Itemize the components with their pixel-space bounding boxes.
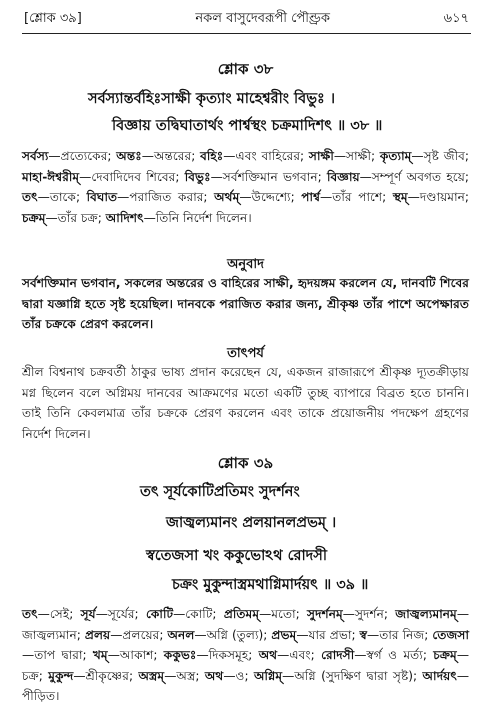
- verse-39-line-1: তৎ সূর্যকোটিপ্রতিমং সুদর্শনং: [140, 484, 300, 500]
- translation-title: অনুবাদ: [227, 257, 264, 272]
- synonym-word: অথ: [258, 648, 278, 663]
- synonym-word: সর্বস্য: [22, 149, 49, 163]
- synonym-meaning: —সাক্ষী;: [333, 149, 380, 163]
- synonym-word: সুদর্শনম্: [307, 607, 343, 621]
- synonym-meaning: —পীড়িত।: [22, 668, 470, 704]
- header-divider: [22, 33, 471, 34]
- header-chapter-title: নকল বাসুদেবরূপী পৌণ্ড্রক: [195, 10, 331, 26]
- synonym-word: অস্ত্রম্: [138, 668, 165, 683]
- synonym-meaning: —দেবাদিদেব শিবের;: [79, 169, 185, 184]
- synonym-word: আর্দয়ৎ: [422, 668, 457, 683]
- synonym-word: অথ: [204, 668, 224, 683]
- synonym-meaning: —জাজ্বল্যমান;: [22, 607, 469, 642]
- verse-39-line-2: জাজ্বল্যমানং প্রলয়ানলপ্রভম্ ।: [166, 515, 337, 531]
- synonym-meaning: —প্রলয়ের;: [110, 627, 168, 642]
- synonym-meaning: —এবং;: [277, 648, 322, 663]
- synonym-word: খম্: [92, 648, 108, 663]
- verse-39-line-4: চক্রং মুকুন্দাস্ত্রমথাগ্নিমার্দয়ৎ ॥ ৩৯ ॥: [172, 577, 369, 593]
- translation-text: সর্বশক্তিমান ভগবান, সকলের অন্তরের ও বাহিরের সাক্ষী, হৃদয়ঙ্গম করলেন যে, দানবটি শিবের দ্বারা যজ্ঞাগ্নি হতে সৃষ্ট হয়েছিল। দানবকে পরাজিত করার জন্য, শ্রীকৃষ্ণ তাঁর পাশে অপেক্ষারত তাঁর চক্রকে প্রেরণ করলেন।: [22, 276, 469, 332]
- synonym-meaning: —যার প্রভা;: [296, 627, 360, 642]
- synonym-word: চক্রম্: [433, 648, 457, 663]
- synonym-word: স্ব: [359, 627, 368, 642]
- page-header: [24, 8, 469, 30]
- synonym-meaning: —অগ্নি (তুল্য);: [194, 627, 272, 642]
- synonym-word: জাজ্বল্যমানম্: [395, 607, 457, 621]
- header-verse-ref: [শ্লোক ৩৯]: [24, 10, 82, 26]
- synonym-meaning: —সূর্যের;: [95, 607, 146, 621]
- synonym-word: তৎ: [22, 607, 38, 621]
- synonym-meaning: —তাঁর পাশে;: [320, 190, 393, 205]
- synonym-meaning: —সম্পূর্ণ অবগত হয়ে;: [359, 169, 469, 184]
- synonym-meaning: —এবং বাহিরের;: [223, 149, 309, 163]
- verse-39-title: শ্লোক ৩৯: [217, 454, 274, 472]
- synonym-meaning: —অগ্নি (সুদক্ষিণ দ্বারা সৃষ্ট);: [282, 668, 423, 683]
- synonym-meaning: —স্বর্গ ও মর্ত্য;: [354, 648, 434, 663]
- purport-text: শ্রীল বিশ্বনাথ চক্রবর্তী ঠাকুর ভাষ্য প্রদান করেছেন যে, একজন রাজারূপে শ্রীকৃষ্ণ দ্যূতক্রীড়ায় মগ্ন ছিলেন বলে অগ্নিময় দানবের আক্রমণের মতো একটি তুচ্ছ ব্যাপারে বিব্রত হতে চাননি। তাই তিনি কেবলমাত্র তাঁর চক্রকে প্রেরণ করলেন এবং তাকে প্রয়োজনীয় পদক্ষেপ গ্রহণের নির্দেশ দিলেন।: [22, 365, 469, 441]
- verse-38-line-2: বিজ্ঞায় তদ্বিঘাতার্থং পার্শ্বস্থং চক্রমাদিশৎ ॥ ৩৮ ॥: [112, 118, 383, 134]
- synonym-word: প্রলয়: [84, 627, 111, 642]
- synonym-word: অনল: [167, 627, 195, 642]
- synonym-meaning: —তিনি নির্দেশ দিলেন।: [143, 210, 252, 225]
- synonym-meaning: —চক্র;: [22, 648, 469, 683]
- synonym-word: সূর্য: [80, 607, 96, 621]
- synonym-word: তৎ: [22, 190, 38, 205]
- synonym-meaning: —দণ্ডায়মান;: [407, 190, 469, 205]
- verse-38-title: শ্লোক ৩৮: [217, 60, 274, 78]
- synonym-meaning: —মতো;: [259, 607, 308, 621]
- translation-paragraph: [22, 273, 469, 335]
- synonyms-paragraph: [22, 146, 469, 228]
- synonym-word: কোটি: [145, 607, 174, 621]
- synonym-meaning: —ও;: [223, 668, 254, 683]
- synonym-word: প্রভম্: [271, 627, 297, 642]
- verse-38-line-1: সর্বস্যান্তর্বহিঃসাক্ষী কৃত্যাং মাহেশ্বরীং বিভুঃ ।: [88, 91, 336, 107]
- synonym-word: স্থম্: [392, 190, 408, 205]
- synonym-meaning: —সৃষ্ট জীব;: [411, 149, 469, 163]
- synonym-word: সাক্ষী: [308, 149, 334, 163]
- purport-paragraph: [22, 362, 469, 444]
- synonym-word: পার্শ্ব: [301, 190, 321, 205]
- synonym-meaning: —পরাজিত করার;: [117, 190, 215, 205]
- synonym-meaning: —অস্ত্র;: [164, 668, 205, 683]
- synonym-word: তেজসা: [432, 627, 469, 642]
- synonym-word: কৃত্যাম্: [379, 149, 412, 163]
- synonym-word: প্রতিমম্: [223, 607, 260, 621]
- synonym-word: মুকুন্দ: [48, 668, 74, 683]
- synonym-meaning: —সেই;: [37, 607, 81, 621]
- synonym-word: অন্তঃ: [116, 149, 142, 163]
- synonym-meaning: —উদ্দেশ্যে;: [239, 190, 302, 205]
- synonym-meaning: —অন্তরের;: [141, 149, 201, 163]
- synonym-meaning: —কোটি;: [173, 607, 224, 621]
- synonym-meaning: —প্রত্যেকের;: [48, 149, 117, 163]
- synonym-meaning: —সর্বশক্তিমান ভগবান;: [210, 169, 328, 184]
- purport-title: তাৎপর্য: [227, 346, 264, 361]
- synonym-word: মাহা-ঈশ্বরীম্: [22, 169, 80, 184]
- synonym-word: অর্থম্: [214, 190, 240, 205]
- synonym-meaning: —তাঁর চক্র;: [45, 210, 106, 225]
- synonyms-paragraph: [22, 604, 469, 707]
- synonym-meaning: —তাকে;: [37, 190, 87, 205]
- verse-38-synonyms: [22, 146, 469, 228]
- synonym-word: ককুভঃ: [163, 648, 197, 663]
- synonym-meaning: —তার নিজ;: [367, 627, 433, 642]
- synonym-word: বহিঃ: [200, 149, 224, 163]
- synonym-meaning: —তাপ দ্বারা;: [22, 648, 93, 663]
- synonym-word: বিজ্ঞায়: [327, 169, 360, 184]
- synonym-meaning: —সুদর্শন;: [342, 607, 396, 621]
- synonym-word: রোদসী: [321, 648, 355, 663]
- verse-39-synonyms: [22, 604, 469, 707]
- synonym-word: অগ্নিম্: [254, 668, 283, 683]
- synonym-meaning: —শ্রীকৃষ্ণের;: [73, 668, 139, 683]
- verse-39-line-3: স্বতেজসা খং ককুভোঽথ রোদসী: [146, 548, 327, 564]
- synonym-meaning: —দিকসমূহ;: [196, 648, 259, 663]
- synonym-word: বিভুঃ: [184, 169, 211, 184]
- synonym-word: বিঘাত: [86, 190, 118, 205]
- synonym-meaning: —আকাশ;: [107, 648, 164, 663]
- header-page-number: ৬১৭: [443, 10, 469, 26]
- synonym-word: চক্রম্: [22, 210, 46, 225]
- synonym-word: আদিশৎ: [105, 210, 144, 225]
